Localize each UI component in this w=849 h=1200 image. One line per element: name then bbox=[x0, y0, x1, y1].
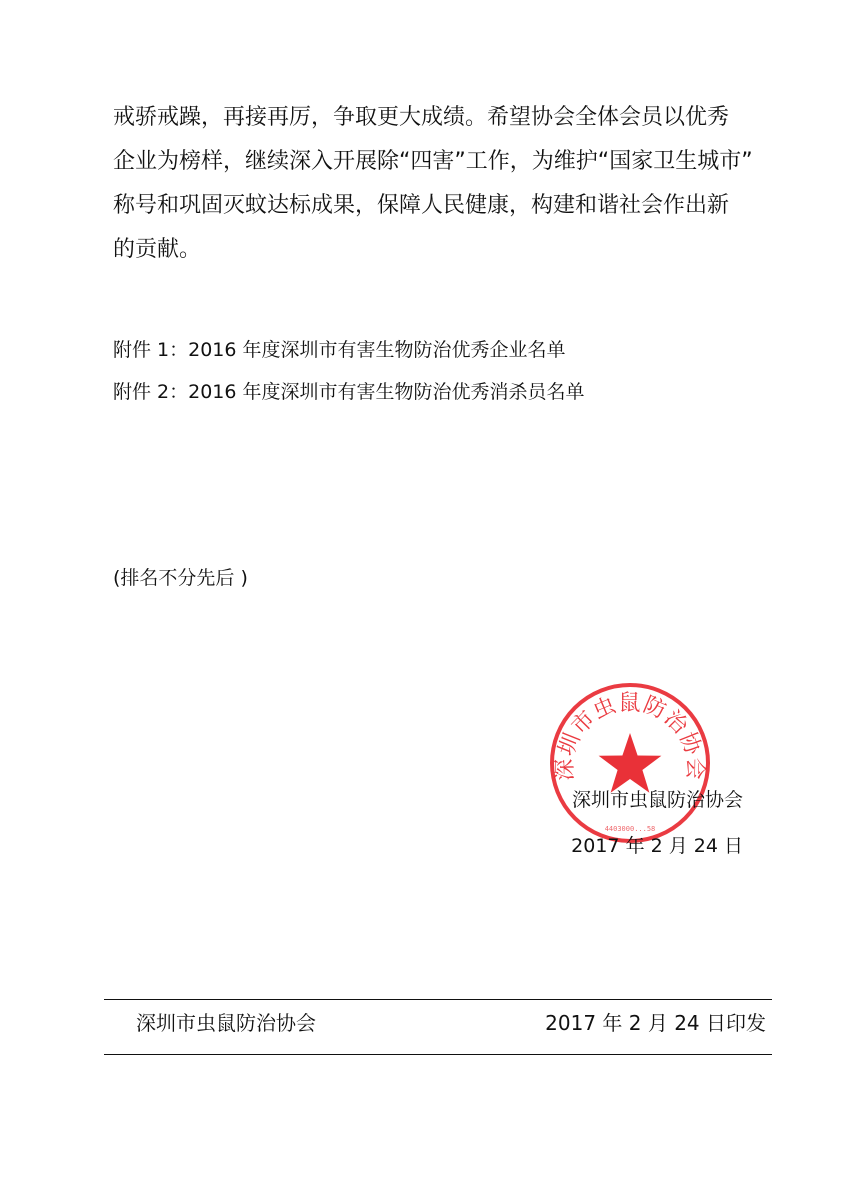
signature-organization: 深圳市虫鼠防治协会 bbox=[571, 789, 743, 811]
footer-issuer: 深圳市虫鼠防治协会 bbox=[136, 1011, 316, 1035]
ranking-note: (排名不分先后 ) bbox=[113, 567, 248, 589]
official-seal-icon bbox=[548, 681, 712, 845]
signature-date: 2017 年 2 月 24 日 bbox=[571, 835, 743, 857]
footer-bottom-rule bbox=[104, 1054, 772, 1055]
footer-issue-date: 2017 年 2 月 24 日印发 bbox=[545, 1011, 766, 1035]
body-line: 企业为榜样，继续深入开展除“四害”工作，为维护“国家卫生城市” bbox=[113, 149, 753, 174]
attachment-1: 附件 1：2016 年度深圳市有害生物防治优秀企业名单 bbox=[113, 339, 566, 361]
body-line: 戒骄戒躁，再接再厉，争取更大成绩。希望协会全体会员以优秀 bbox=[113, 105, 730, 130]
body-paragraph bbox=[113, 96, 753, 272]
seal-number: 4403000...58 bbox=[604, 825, 656, 833]
body-line: 的贡献。 bbox=[113, 237, 202, 262]
seal-text: 深圳市虫鼠防治协会 bbox=[552, 690, 708, 781]
footer-top-rule bbox=[104, 999, 772, 1000]
body-line: 称号和巩固灭蚊达标成果，保障人民健康，构建和谐社会作出新 bbox=[113, 193, 730, 218]
attachment-2: 附件 2：2016 年度深圳市有害生物防治优秀消杀员名单 bbox=[113, 381, 585, 403]
